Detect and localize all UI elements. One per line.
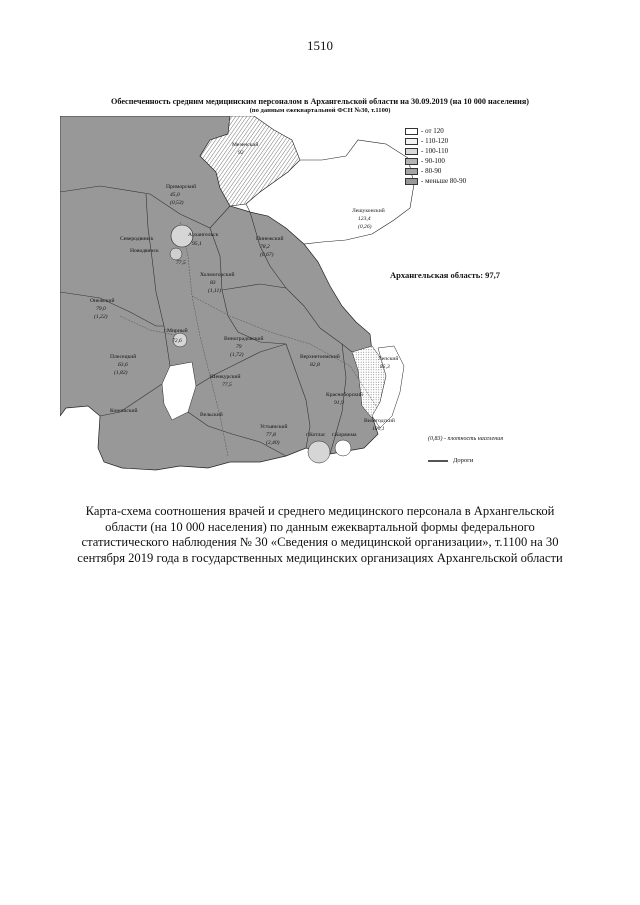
svg-text:45,0: 45,0 bbox=[170, 192, 180, 198]
road-line-icon bbox=[428, 460, 448, 462]
city-novodvinsk-marker bbox=[170, 248, 182, 260]
legend-swatch bbox=[405, 128, 418, 135]
label-mezensky: Мезенский bbox=[232, 142, 259, 148]
svg-text:63,6: 63,6 bbox=[118, 362, 128, 368]
label-kotlas: г.Котлас bbox=[306, 432, 326, 438]
label-arkhangelsk: Архангельск bbox=[188, 232, 219, 238]
svg-text:(2,40): (2,40) bbox=[266, 440, 280, 446]
legend-swatch bbox=[405, 168, 418, 175]
svg-text:(0,26): (0,26) bbox=[358, 224, 372, 230]
legend-item: - 110-120 bbox=[405, 136, 466, 146]
svg-text:78,2: 78,2 bbox=[260, 244, 270, 250]
label-mirny: г.Мирный bbox=[164, 328, 188, 334]
svg-text:(1,82): (1,82) bbox=[114, 370, 128, 376]
label-leshukonsky: Лешуконский bbox=[352, 208, 385, 214]
legend-swatch bbox=[405, 148, 418, 155]
legend-swatch bbox=[405, 138, 418, 145]
label-severodvinsk: Северодвинск bbox=[120, 236, 154, 242]
svg-text:77,8: 77,8 bbox=[266, 432, 276, 438]
label-plesetsky: Плесецкий bbox=[110, 354, 137, 360]
svg-text:83: 83 bbox=[210, 280, 216, 286]
label-shenkursky: Шенкурский bbox=[210, 374, 241, 380]
legend-item: - 90-100 bbox=[405, 156, 466, 166]
svg-text:(0,67): (0,67) bbox=[260, 252, 274, 258]
label-primorsky: Приморский bbox=[166, 184, 197, 190]
label-ustyansky: Устьянский bbox=[260, 424, 288, 430]
label-vilegodsky: Вилегодский bbox=[364, 418, 395, 424]
svg-text:(1,22): (1,22) bbox=[94, 314, 108, 320]
label-krasnoborsky: Красноборский bbox=[326, 392, 363, 398]
svg-text:95,1: 95,1 bbox=[192, 241, 202, 247]
caption-line: сентября 2019 года в государственных медицинских организациях Архангельской области bbox=[77, 550, 563, 565]
city-koryazhma-marker bbox=[335, 440, 351, 456]
legend-swatch bbox=[405, 158, 418, 165]
legend-swatch bbox=[405, 178, 418, 185]
svg-text:(0,53): (0,53) bbox=[170, 200, 184, 206]
svg-text:123,4: 123,4 bbox=[358, 216, 371, 222]
label-kholmogorsky: Холмогорский bbox=[200, 272, 235, 278]
city-kotlas-marker bbox=[308, 441, 330, 463]
roads-label: Дороги bbox=[453, 457, 474, 464]
label-vinogradovsky: Виноградовский bbox=[224, 336, 264, 342]
caption-line: области (на 10 000 населения) по данным ежеквартальной формы федерального bbox=[105, 519, 535, 534]
caption-line: Карта-схема соотношения врачей и среднего медицинского персонала в Архангельской bbox=[85, 504, 555, 518]
svg-text:(1,11): (1,11) bbox=[208, 288, 222, 294]
label-onezhsky: Онежский bbox=[90, 298, 115, 304]
legend-item: - от 120 bbox=[405, 126, 466, 136]
svg-text:(1,72): (1,72) bbox=[230, 352, 244, 358]
svg-text:79,0: 79,0 bbox=[96, 306, 106, 312]
oblast-total: Архангельская область: 97,7 bbox=[390, 270, 501, 280]
label-novodvinsk: Новодвинск bbox=[130, 248, 159, 254]
label-pinezhsky: Пинежский bbox=[256, 236, 284, 242]
svg-text:77,5: 77,5 bbox=[222, 382, 232, 388]
oblast-map bbox=[60, 116, 420, 472]
svg-text:77,5: 77,5 bbox=[176, 260, 186, 266]
svg-text:79: 79 bbox=[236, 344, 242, 350]
label-koryazhma: г.Коряжма bbox=[332, 432, 357, 438]
page-number: 1510 bbox=[307, 38, 333, 53]
label-konoshsky: Коношский bbox=[110, 408, 138, 414]
map-legend bbox=[405, 126, 466, 186]
svg-text:100,1: 100,1 bbox=[372, 426, 385, 432]
legend-item: - 80-90 bbox=[405, 166, 466, 176]
svg-text:85,3: 85,3 bbox=[380, 364, 390, 370]
caption-line: статистического наблюдения № 30 «Сведения о медицинской организации», т.1100 на 30 bbox=[81, 535, 559, 549]
roads-legend bbox=[428, 457, 473, 464]
svg-text:91,9: 91,9 bbox=[334, 400, 344, 406]
map-title: Обеспеченность средним медицинским персоналом в Архангельской области на 30.09.2019 (на 10 000 населения) bbox=[110, 97, 530, 106]
label-verkhnetoemsky: Верхнетоемский bbox=[300, 354, 340, 360]
svg-text:92: 92 bbox=[238, 150, 244, 156]
label-velsky: Вельский bbox=[200, 412, 223, 418]
svg-text:72,6: 72,6 bbox=[172, 338, 182, 344]
legend-item: - меньше 80-90 bbox=[405, 176, 466, 186]
map-caption bbox=[40, 504, 600, 566]
map-subtitle: (по данным ежеквартальной ФСН №30, т.1100) bbox=[249, 107, 391, 114]
label-lensky: Лепский bbox=[378, 356, 399, 362]
density-note: (0,83) - плотность населения bbox=[428, 436, 503, 442]
legend-item: - 100-110 bbox=[405, 146, 466, 156]
svg-text:82,8: 82,8 bbox=[310, 362, 320, 368]
